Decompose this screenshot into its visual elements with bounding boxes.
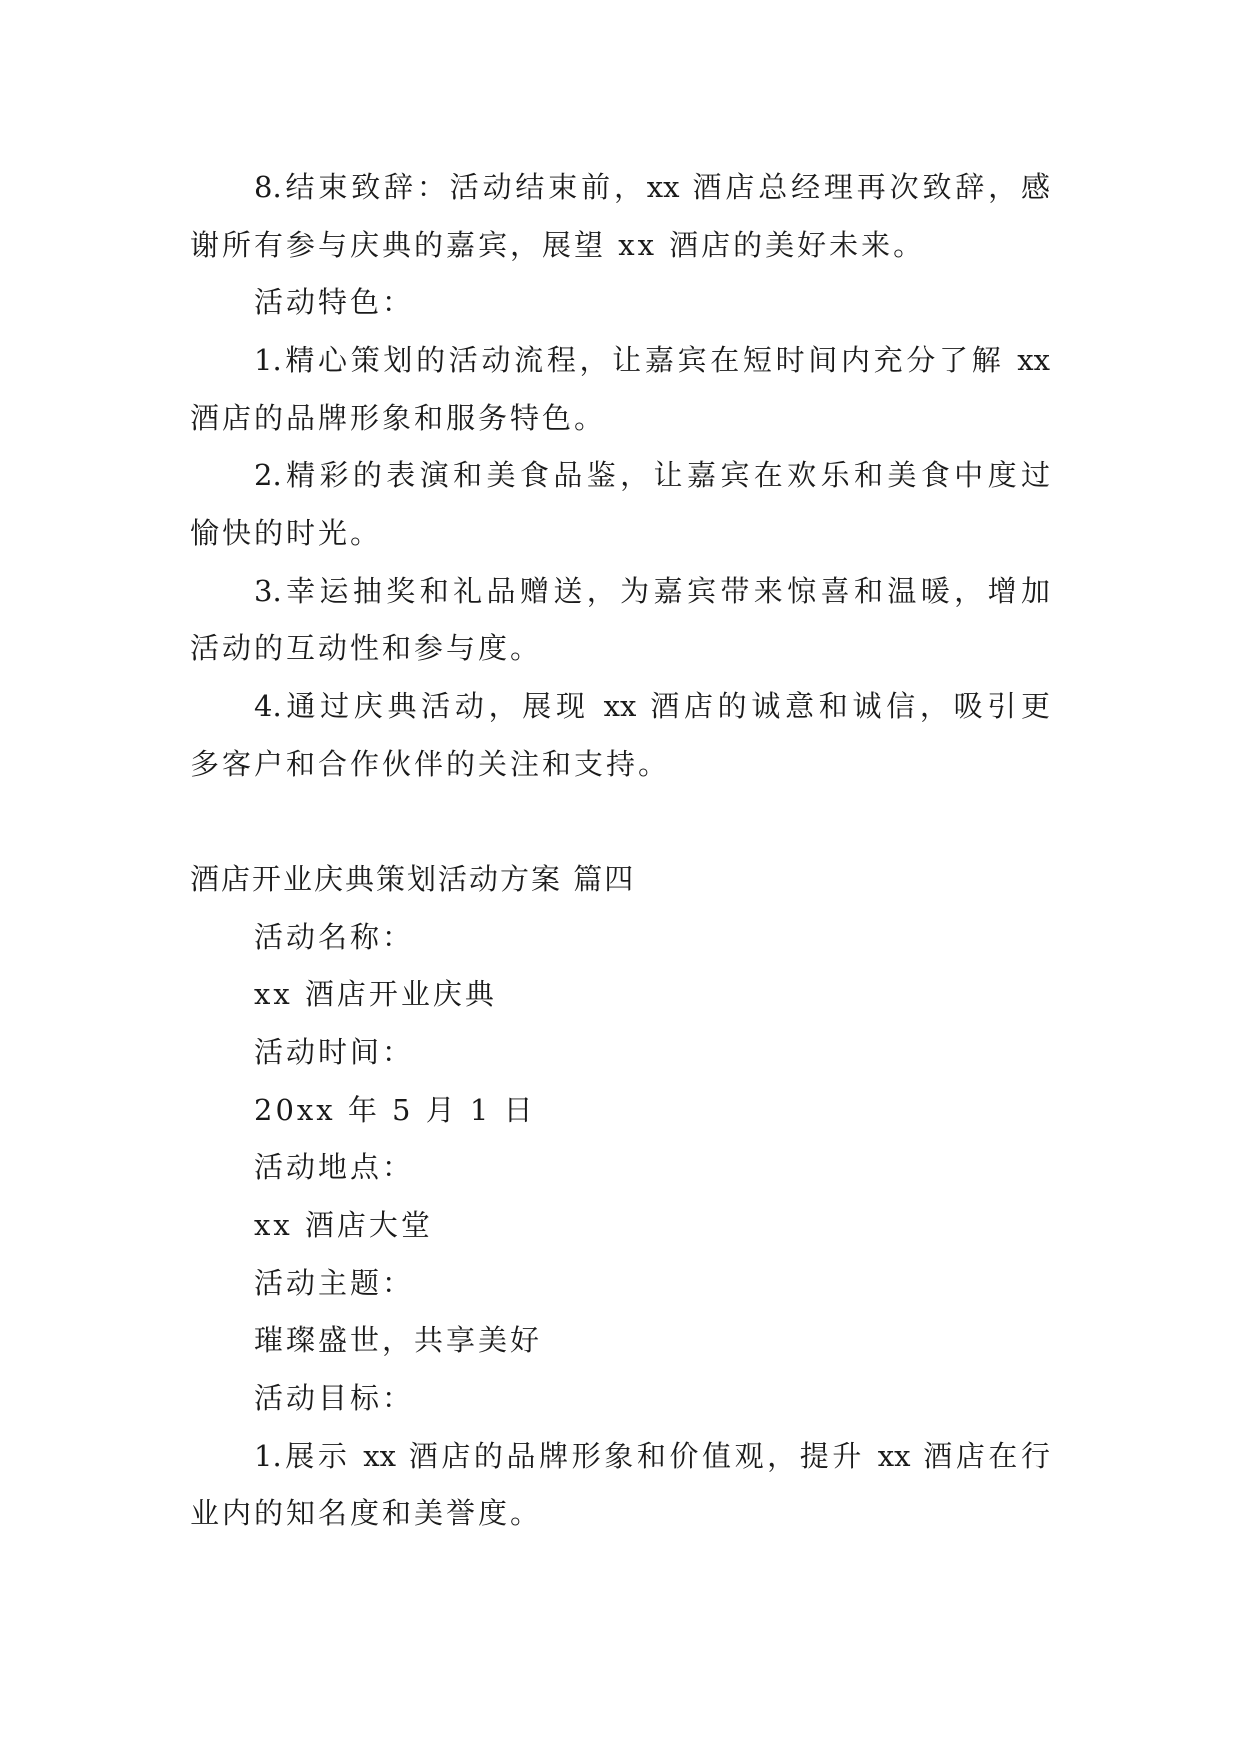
paragraph-line: 多客户和合作伙伴的关注和支持。: [190, 747, 671, 781]
paragraph-line: 1.展示 xx 酒店的品牌形象和价值观，提升 xx 酒店在行: [254, 1439, 1050, 1473]
field-value: xx 酒店开业庆典: [254, 977, 497, 1011]
field-value: 20xx 年 5 月 1 日: [254, 1093, 536, 1127]
paragraph-line: 3.幸运抽奖和礼品赠送，为嘉宾带来惊喜和温暖，增加: [254, 574, 1050, 608]
paragraph-line: 1.精心策划的活动流程，让嘉宾在短时间内充分了解 xx: [254, 343, 1050, 377]
paragraph-line: 4.通过庆典活动，展现 xx 酒店的诚意和诚信，吸引更: [254, 689, 1050, 723]
paragraph-line: 活动的互动性和参与度。: [190, 631, 543, 665]
paragraph-line: 酒店的品牌形象和服务特色。: [190, 401, 607, 435]
section-heading: 酒店开业庆典策划活动方案 篇四: [190, 862, 636, 896]
paragraph-line: 8.结束致辞：活动结束前，xx 酒店总经理再次致辞，感: [254, 170, 1050, 204]
paragraph-line: 业内的知名度和美誉度。: [190, 1496, 543, 1530]
field-value: 璀璨盛世，共享美好: [254, 1323, 543, 1357]
paragraph-line: 谢所有参与庆典的嘉宾，展望 xx 酒店的美好未来。: [190, 228, 926, 262]
field-value: xx 酒店大堂: [254, 1208, 433, 1242]
section-label: 活动特色：: [254, 285, 415, 319]
field-label: 活动时间：: [254, 1035, 415, 1069]
field-label: 活动名称：: [254, 920, 415, 954]
paragraph-line: 2.精彩的表演和美食品鉴，让嘉宾在欢乐和美食中度过: [254, 458, 1050, 492]
field-label: 活动目标：: [254, 1381, 415, 1415]
field-label: 活动地点：: [254, 1150, 415, 1184]
paragraph-line: 愉快的时光。: [190, 516, 383, 550]
field-label: 活动主题：: [254, 1266, 415, 1300]
